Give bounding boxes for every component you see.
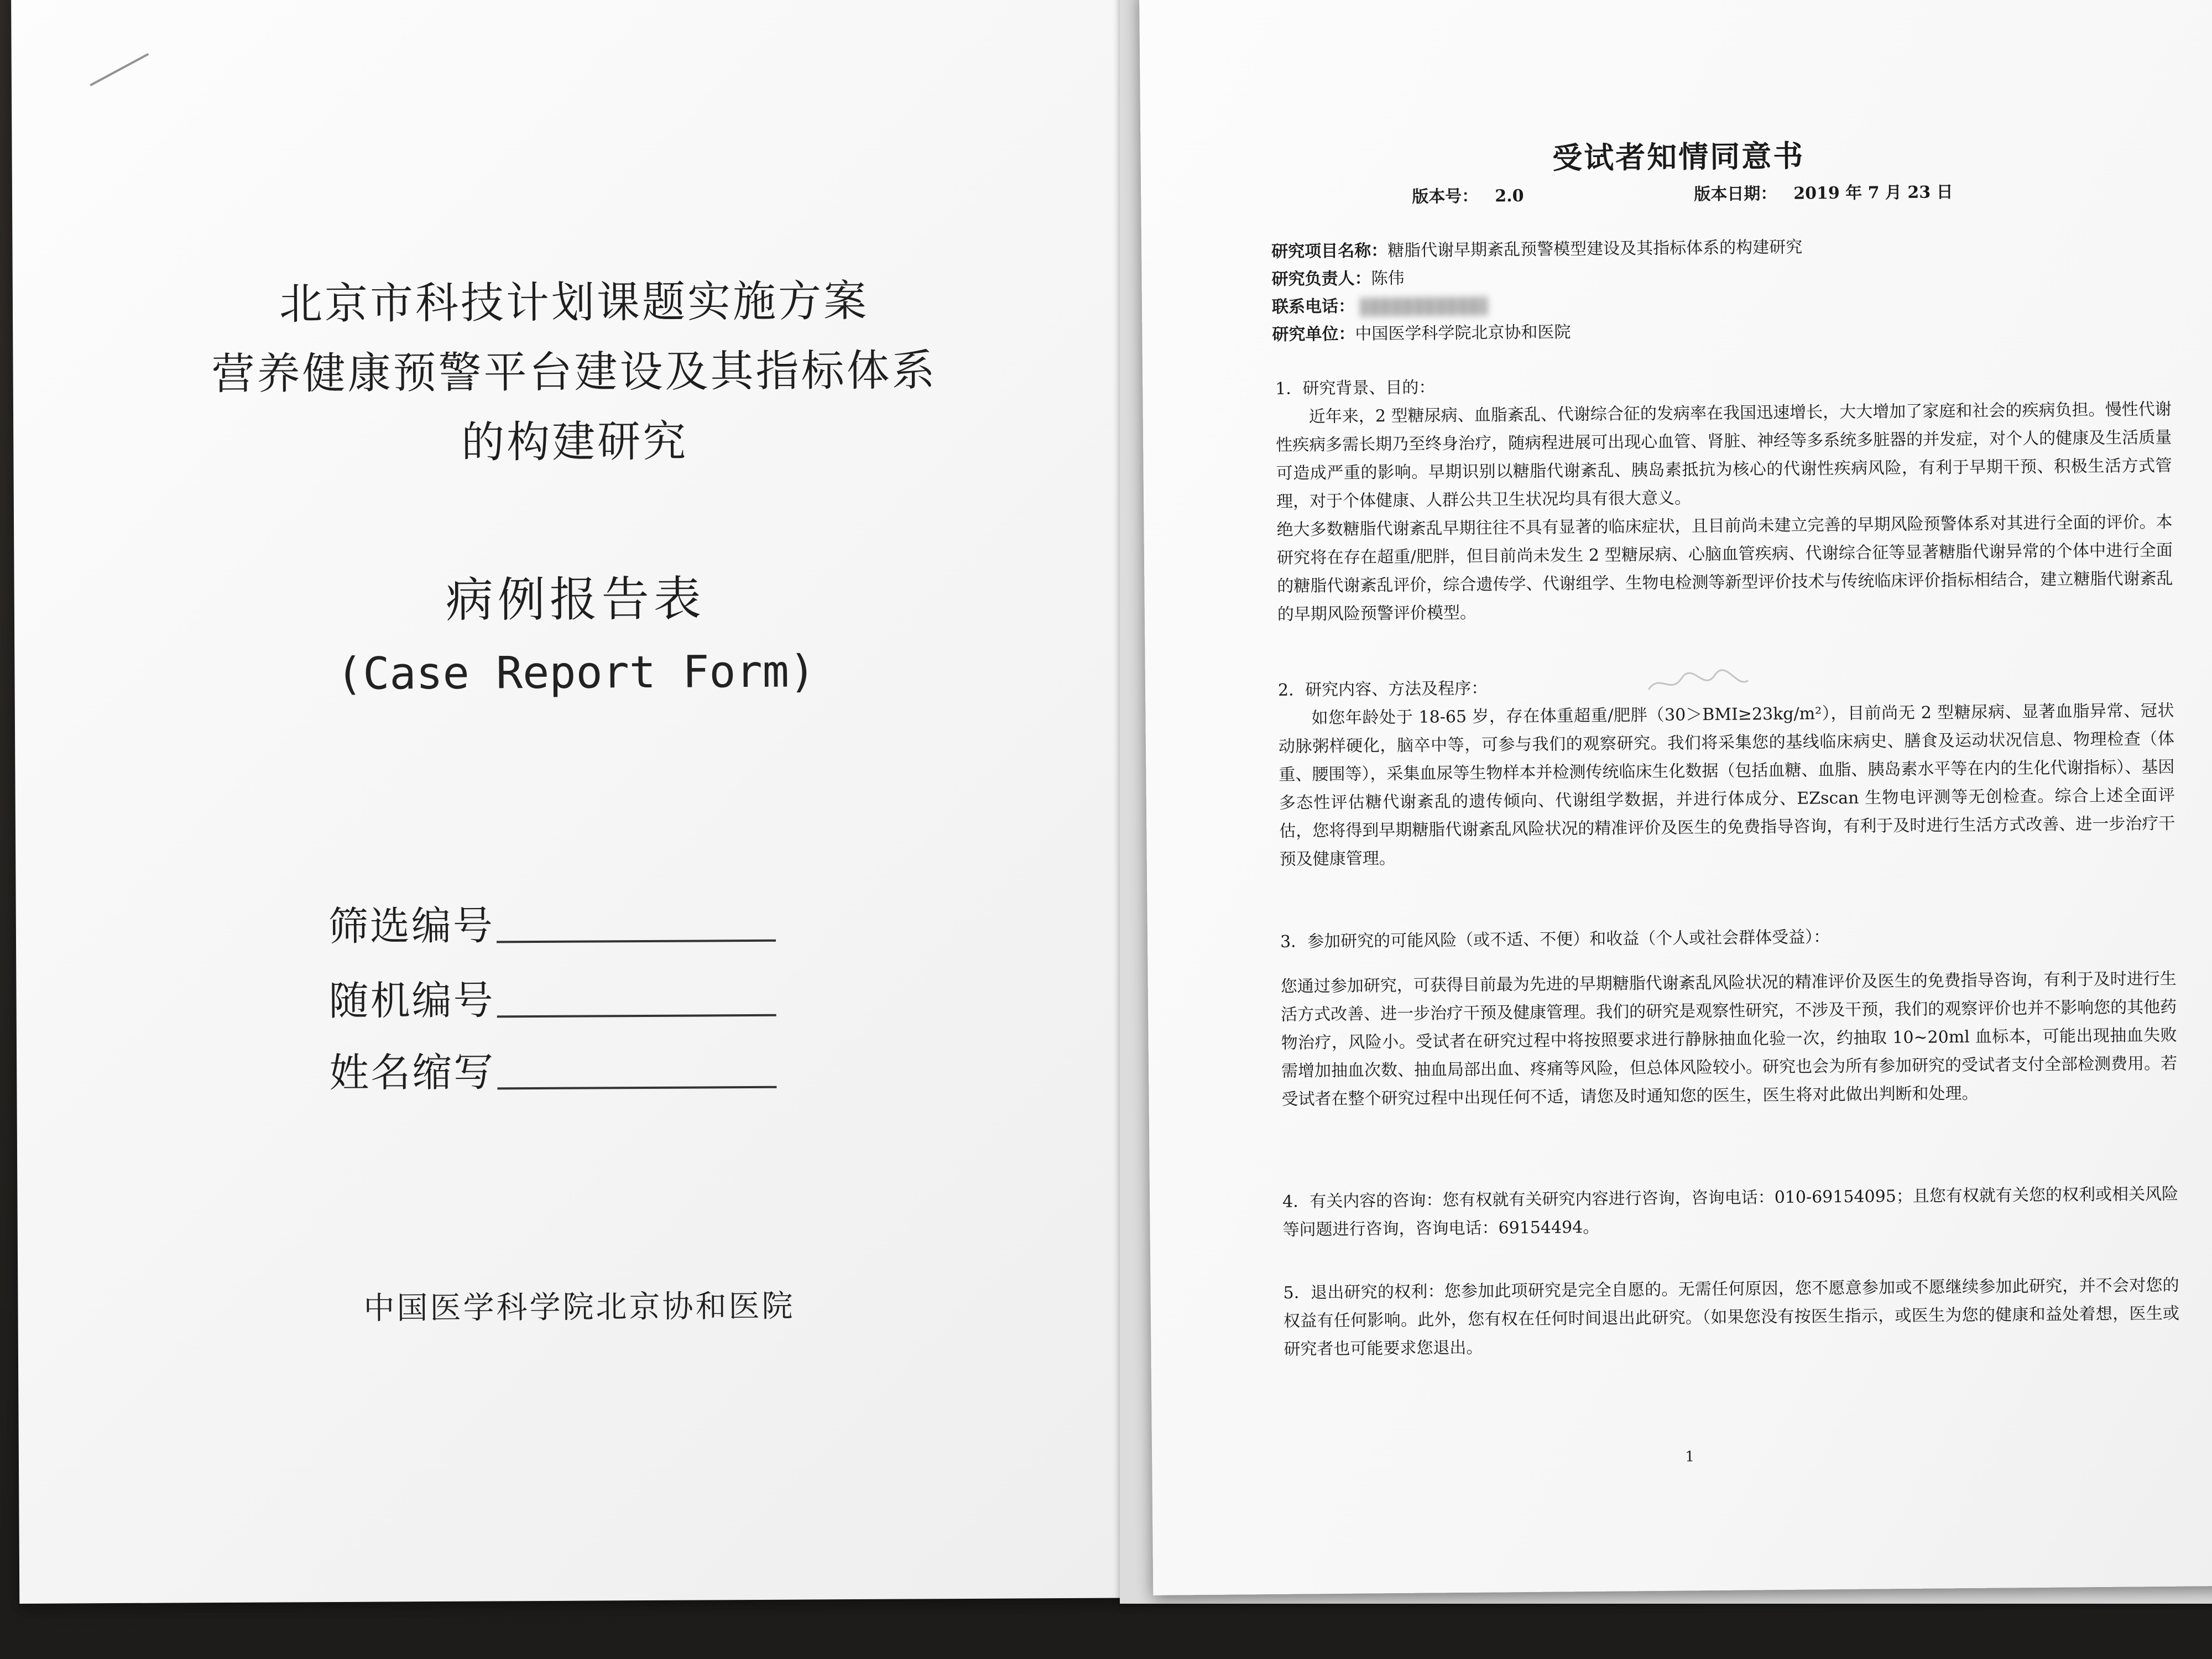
name-initials-field[interactable] [329, 1039, 777, 1098]
screening-number-label: 筛选编号 [328, 902, 495, 950]
section-5-text: 5．退出研究的权利：您参加此项研究是完全自愿的。无需任何原因，您不愿意参加或不愿继续参加此研究，并不会对您的权益有任何影响。此外，您有权在任何时间退出此研究。（如果您没有按医生指示，或医生为您的健康和益处着想，医生或研究者也可能要求您退出。 [1283, 1275, 2180, 1359]
random-number-field[interactable] [328, 967, 776, 1026]
version-value: 2.0 [1495, 186, 1524, 206]
version-date-label: 版本日期： [1694, 184, 1777, 205]
project-name-label: 研究项目名称： [1271, 241, 1388, 262]
consent-page [1139, 0, 2212, 1595]
section-risks [1280, 920, 2178, 1114]
cover-title-line-3: 的构建研究 [461, 416, 688, 468]
random-number-label: 随机编号 [328, 977, 495, 1025]
lead-row [1271, 269, 1404, 290]
section-1-paragraph-2: 绝大多数糖脂代谢紊乱早期往往不具有显著的临床症状，且目前尚未建立完善的早期风险预警体系对其进行全面的评价。本研究将在存在超重/肥胖，但目前尚未发生 2 型糖尿病、心脑血管疾病、代谢综合征等显著糖脂代谢异常的个体中进行全面的糖脂代谢紊乱评价，综合遗传学、代谢组学、生物电检测等新型评价技术与传统临床评价指标相结合，建立糖脂代谢紊乱的早期风险预警评价模型。 [1276, 512, 2173, 624]
section-withdrawal [1283, 1271, 2179, 1364]
project-name-value: 糖脂代谢早期紊乱预警模型建设及其指标体系的构建研究 [1387, 237, 1803, 261]
name-initials-label: 姓名缩写 [329, 1048, 495, 1097]
unit-label: 研究单位： [1272, 324, 1355, 345]
crf-cover-page [11, 0, 1142, 1604]
form-title: 病例报告表 [445, 571, 706, 628]
phone-label: 联系电话： [1271, 296, 1355, 317]
consent-title: 受试者知情同意书 [1552, 138, 1805, 176]
unit-row [1272, 322, 1571, 345]
section-2-paragraph: 如您年龄处于 18-65 岁，存在体重超重/肥胖（30＞BMI≥23kg/m²），目前尚无 2 型糖尿病、显著血脂异常、冠状动脉粥样硬化，脑卒中等，可参与我们的观察研究。我们将采集您的基线临床病史、膳食及运动状况信息、物理检查（体重、腰围等），采集血尿等生物样本并检测传统临床生化数据（包括血糖、血脂、胰岛素水平等在内的生化代谢指标）、基因多态性评估糖代谢紊乱的遗传倾向、代谢组学数据，并进行体成分、EZscan 生物电评测等无创检查。综合上述全面评估，您将得到早期糖脂代谢紊乱风险状况的精准评价及医生的免费指导咨询，有利于及时进行生活方式改善、进一步治疗干预及健康管理。 [1278, 701, 2176, 869]
version-date-value: 2019 年 7 月 23 日 [1793, 182, 1953, 204]
section-3-paragraph: 您通过参加研究，可获得目前最为先进的早期糖脂代谢紊乱风险状况的精准评价及医生的免费指导咨询，有利于及时进行生活方式改善、进一步治疗干预及健康管理。我们的研究是观察性研究，不涉及干预，我们的观察评价也并不影响您的其他药物治疗，风险小。受试者在研究过程中将按照要求进行静脉抽血化验一次，约抽取 10~20ml 血标本，可能出现抽血失败需增加抽血次数、抽血局部出血、疼痛等风险，但总体风险较小。研究也会为所有参加研究的受试者支付全部检测费用。若受试者在整个研究过程中出现任何不适，请您及时通知您的医生，医生将对此做出判断和处理。 [1280, 969, 2178, 1109]
project-name-row [1271, 238, 1802, 262]
pen-mark [90, 53, 149, 86]
section-methods [1278, 669, 2176, 874]
lead-label: 研究负责人： [1271, 269, 1371, 289]
lead-value: 陈伟 [1371, 268, 1405, 289]
section-consultation [1282, 1180, 2179, 1244]
name-initials-blank[interactable] [497, 1085, 776, 1090]
redacted-phone [1360, 297, 1488, 317]
phone-row [1272, 296, 1488, 317]
section-1-heading: 1．研究背景、目的： [1275, 378, 1436, 399]
version-date [1694, 178, 1953, 205]
section-2-heading: 2．研究内容、方法及程序： [1277, 679, 1488, 700]
version-number [1412, 182, 1524, 207]
cover-institution: 中国医学科学院北京协和医院 [363, 1288, 795, 1327]
cover-title-line-2: 营养健康预警平台建设及其指标体系 [211, 346, 937, 400]
section-background [1275, 367, 2173, 629]
page-number: 1 [1685, 1448, 1695, 1465]
screening-number-field[interactable] [328, 892, 776, 952]
version-label: 版本号： [1412, 186, 1479, 207]
cover-title-line-1: 北京市科技计划课题实施方案 [279, 276, 869, 330]
random-number-blank[interactable] [497, 1013, 776, 1018]
form-subtitle: (Case Report Form) [336, 645, 816, 700]
section-1-paragraph-1: 近年来，2 型糖尿病、血脂紊乱、代谢综合征的发病率在我国迅速增长，大大增加了家庭和社会的疾病负担。慢性代谢性疾病多需长期乃至终身治疗，随病程进展可出现心血管、肾脏、神经等多系统多脏器的并发症，对个人的健康及生活质量可造成严重的影响。早期识别以糖脂代谢紊乱、胰岛素抵抗为核心的代谢性疾病风险，有利于早期干预、积极生活方式管理，对于个体健康、人群公共卫生状况均具有很大意义。 [1276, 399, 2172, 512]
section-3-heading: 3．参加研究的可能风险（或不适、不便）和收益（个人或社会群体受益）： [1280, 927, 1830, 952]
unit-value: 中国医学科学院北京协和医院 [1355, 322, 1571, 344]
section-4-text: 4．有关内容的咨询：您有权就有关研究内容进行咨询，咨询电话：010-69154095；且您有权就有关您的权利或相关风险等问题进行咨询，咨询电话：69154494。 [1282, 1184, 2179, 1240]
screening-number-blank[interactable] [497, 938, 776, 943]
